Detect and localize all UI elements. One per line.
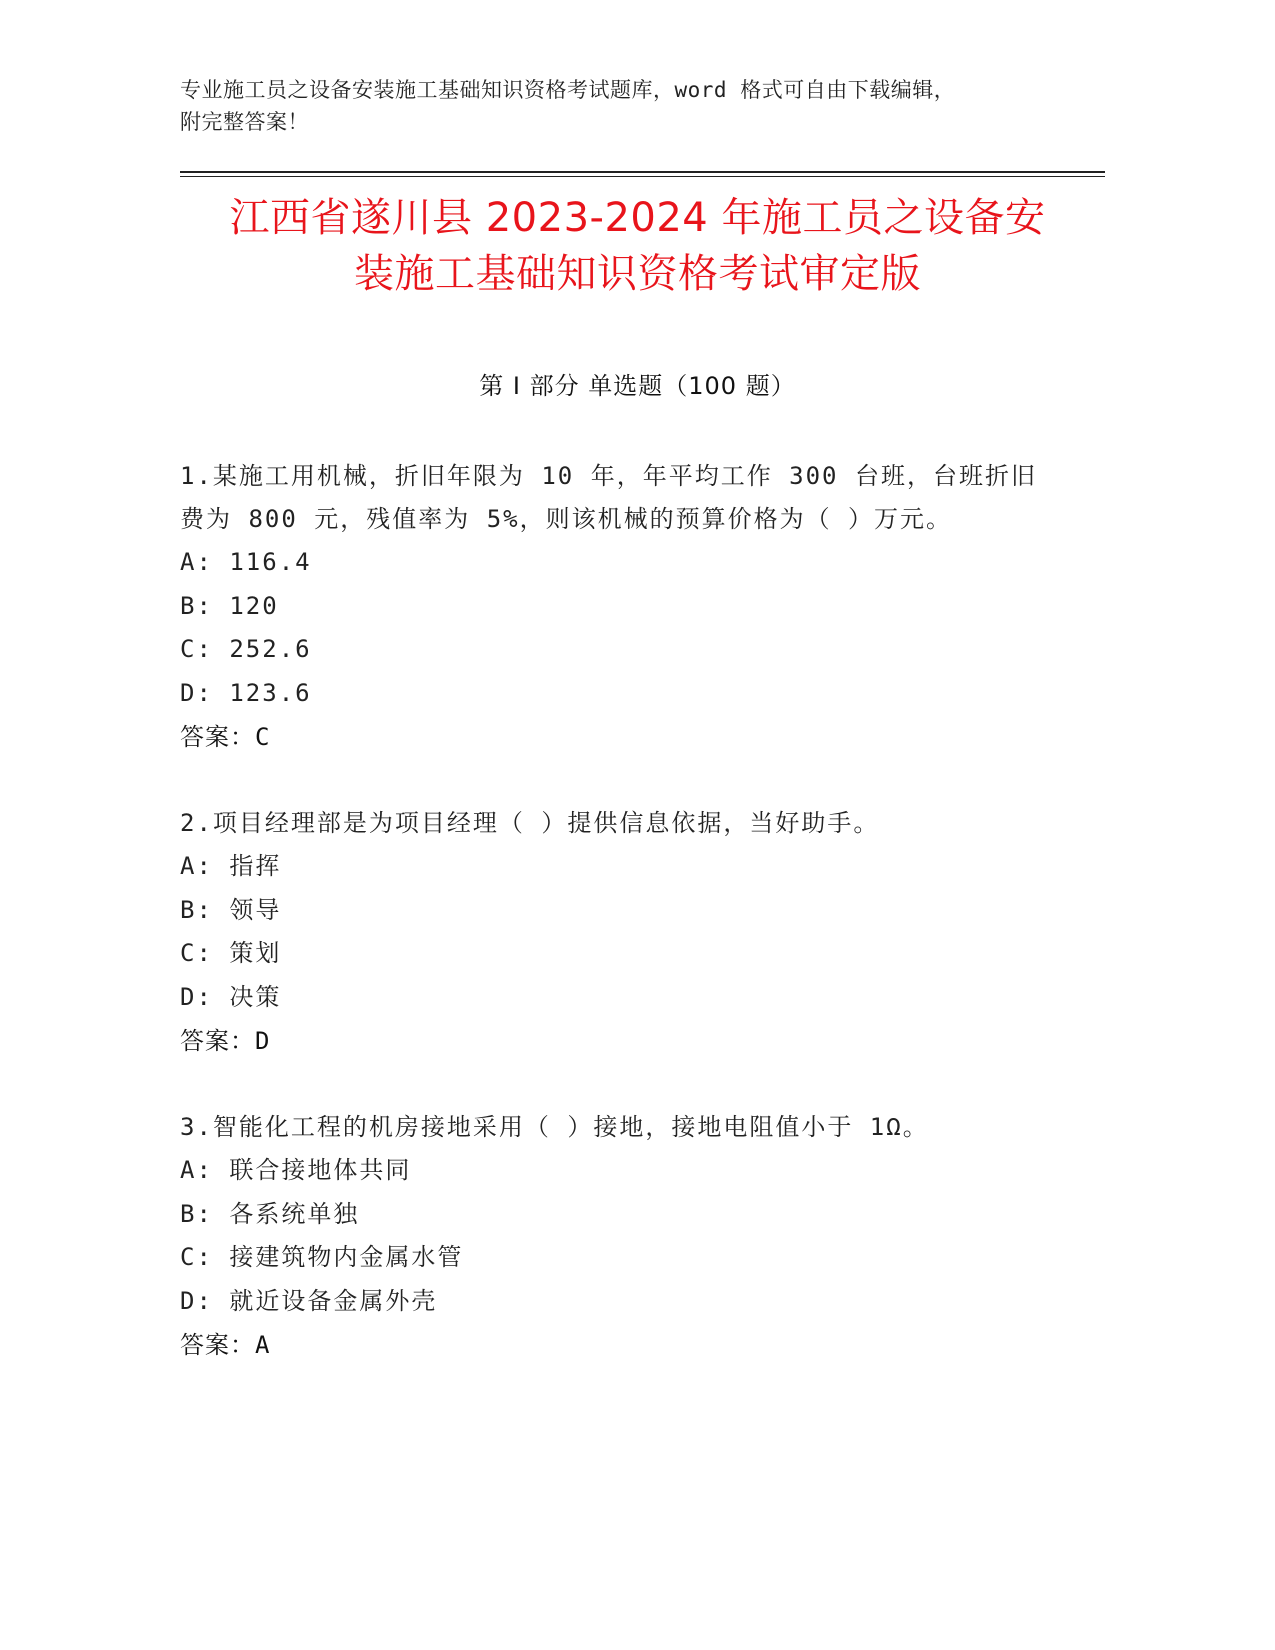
option-b: B: 领导 (180, 895, 282, 924)
answer (180, 1323, 1080, 1367)
answer-value: C (255, 723, 271, 751)
question-gap (180, 1063, 1080, 1106)
option-c: C: 策划 (180, 939, 282, 967)
option-b: B: 120 (180, 591, 279, 620)
question-gap (180, 759, 1080, 802)
option-c: C: 接建筑物内金属水管 (180, 1243, 464, 1271)
answer (180, 1019, 1080, 1063)
question-stem-line: 1.某施工用机械，折旧年限为 10 年，年平均工作 300 台班，台班折旧 (180, 462, 1037, 490)
option-b: B: 各系统单独 (180, 1199, 360, 1228)
question-3 (180, 1106, 1080, 1367)
answer-value: A (255, 1331, 271, 1359)
answer-label: 答案： (180, 1331, 255, 1359)
option-d: D: 123.6 (180, 678, 312, 707)
section-title: 第 I 部分 单选题（100 题） (479, 372, 796, 400)
question-1 (180, 455, 1080, 759)
option-c: C: 252.6 (180, 635, 312, 663)
header-divider-thin (180, 176, 1105, 177)
document-title-line: 装施工基础知识资格考试审定版 (354, 251, 921, 297)
question-stem-line: 3.智能化工程的机房接地采用（ ）接地，接地电阻值小于 1Ω。 (180, 1113, 929, 1141)
answer (180, 715, 1080, 759)
question-list (180, 455, 1080, 1367)
header-note-line: 附完整答案！ (180, 110, 309, 134)
option-a: A: 指挥 (180, 852, 282, 880)
option-a: A: 116.4 (180, 548, 312, 576)
question-stem-line: 费为 800 元，残值率为 5%，则该机械的预算价格为（ ）万元。 (180, 505, 953, 533)
document-title-line: 江西省遂川县 2023-2024 年施工员之设备安 (229, 195, 1046, 241)
header-note (180, 74, 1080, 138)
header-divider-thick (180, 171, 1105, 173)
answer-label: 答案： (180, 1027, 255, 1055)
option-d: D: 就近设备金属外壳 (180, 1286, 438, 1315)
option-a: A: 联合接地体共同 (180, 1156, 412, 1184)
answer-value: D (255, 1027, 271, 1055)
question-stem-line: 2.项目经理部是为项目经理（ ）提供信息依据，当好助手。 (180, 809, 880, 837)
header-note-line: 专业施工员之设备安装施工基础知识资格考试题库，word 格式可自由下载编辑， (180, 78, 956, 102)
document-title (150, 190, 1125, 302)
option-d: D: 决策 (180, 982, 282, 1011)
answer-label: 答案： (180, 723, 255, 751)
question-2 (180, 802, 1080, 1063)
